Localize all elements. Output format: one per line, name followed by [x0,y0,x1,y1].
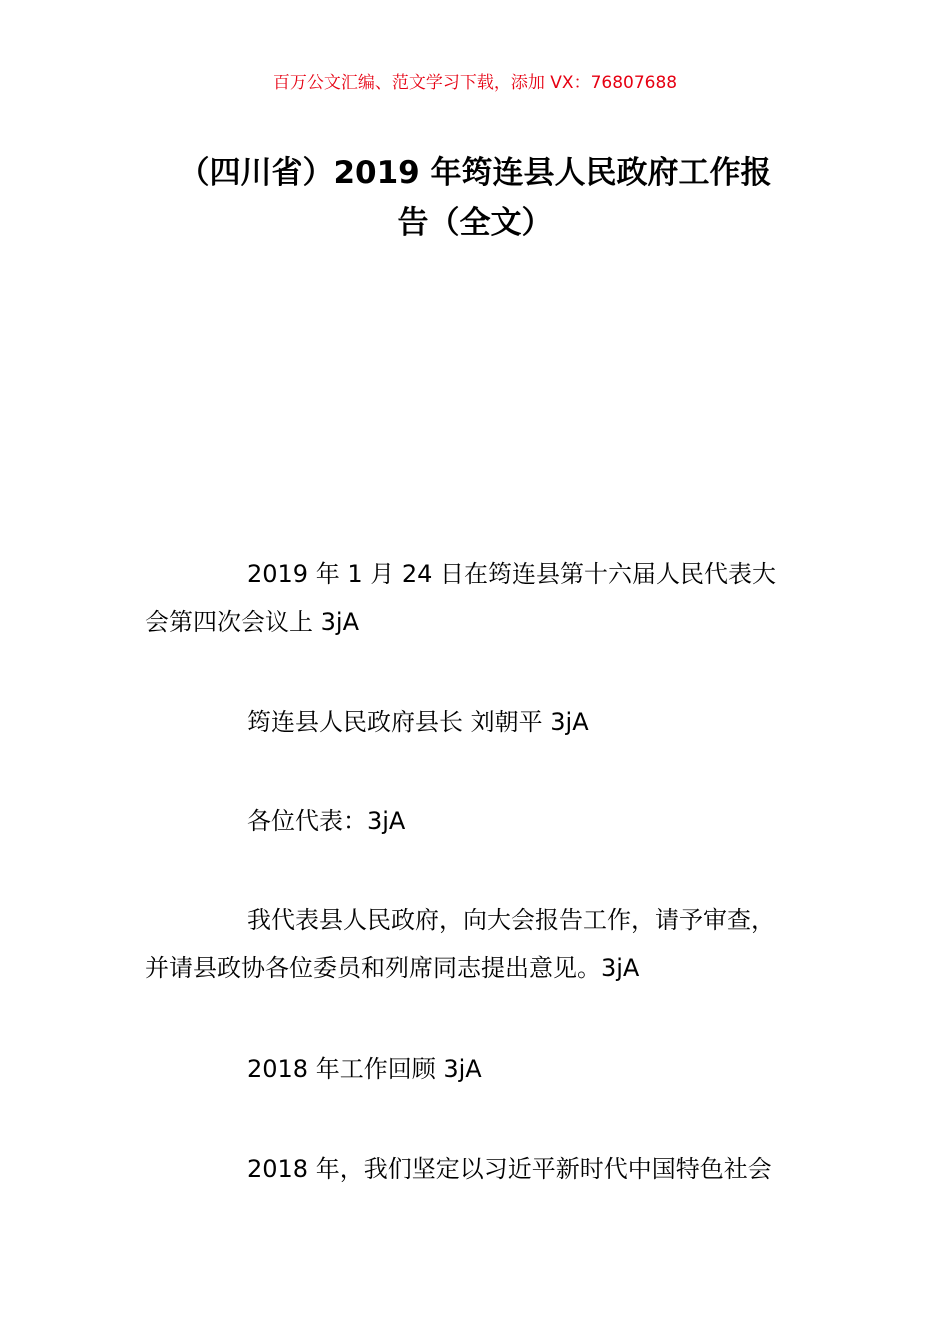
paragraph-line: 并请县政协各位委员和列席同志提出意见。3jA [145,954,640,982]
section-heading-review [145,1045,835,1093]
paragraph-review-start [145,1145,835,1193]
title-line-2: 告（全文） [397,205,553,241]
header-watermark-note: 百万公文汇编、范文学习下载，添加 VX：76807688 [272,73,678,93]
paragraph-line: 各位代表：3jA [247,807,406,835]
paragraph-speaker [145,698,835,746]
paragraph-line: 2018 年，我们坚定以习近平新时代中国特色社会 [247,1155,772,1183]
paragraph-line: 我代表县人民政府，向大会报告工作，请予审查， [247,906,775,934]
document-title [140,148,810,248]
paragraph-line: 会第四次会议上 3jA [145,608,359,636]
paragraph-line: 2019 年 1 月 24 日在筠连县第十六届人民代表大 [247,560,777,588]
paragraph-meeting-date [145,550,835,646]
paragraph-line: 2018 年工作回顾 3jA [247,1055,482,1083]
title-line-1: （四川省）2019 年筠连县人民政府工作报 [178,155,772,191]
paragraph-line: 筠连县人民政府县长 刘朝平 3jA [247,708,589,736]
paragraph-salutation [145,797,835,845]
paragraph-intro [145,896,835,992]
